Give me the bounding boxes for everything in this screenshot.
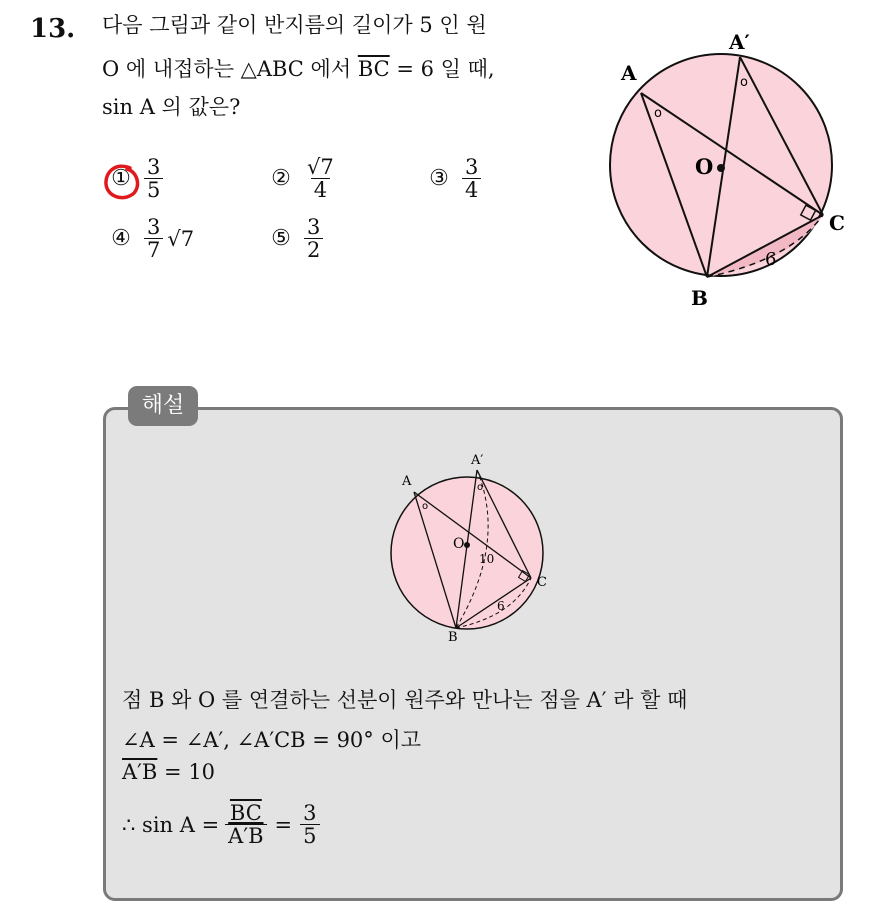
label-o: O <box>695 154 714 179</box>
label-o: O <box>453 536 465 552</box>
numerator: 3 <box>303 801 317 825</box>
denominator: 4 <box>462 178 481 201</box>
equals-sign: = <box>274 812 293 837</box>
choice-4[interactable] <box>108 216 194 261</box>
question-line-3: sin A 의 값은? <box>102 95 241 119</box>
label-length-6: 6 <box>497 599 505 613</box>
label-length-10: 10 <box>479 552 495 566</box>
choice-fraction <box>304 216 323 261</box>
choice-fraction <box>144 216 163 261</box>
numerator: √7 <box>307 155 334 179</box>
question-line-2-post: = 6 일 때, <box>389 57 495 81</box>
question-line-2-pre: O 에 내접하는 △ABC 에서 <box>102 57 358 81</box>
answer-circle-mark <box>100 160 144 204</box>
choice-number: ④ <box>111 225 131 251</box>
choice-5[interactable] <box>268 216 323 261</box>
solution-line-2: ∠A = ∠A′, ∠A′CB = 90° 이고 <box>122 728 422 752</box>
numerator: 3 <box>147 155 161 179</box>
choice-3[interactable] <box>426 156 481 201</box>
circle-diagram <box>595 22 855 312</box>
label-c: C <box>829 211 845 235</box>
numerator: 3 <box>465 155 479 179</box>
angle-mark-a-prime: o <box>740 75 748 90</box>
label-length-6: 6 <box>765 249 777 270</box>
choice-number: ⑤ <box>271 225 291 251</box>
label-a-prime: A′ <box>729 30 750 54</box>
circumcircle <box>391 477 543 629</box>
question-line-2 <box>102 54 495 84</box>
label-a-prime: A′ <box>471 453 484 468</box>
numerator: 3 <box>307 215 321 239</box>
angle-mark-a-prime: o <box>477 482 484 493</box>
denominator: 5 <box>300 824 319 847</box>
solution-line-4 <box>122 802 320 847</box>
choice-number: ② <box>271 165 291 191</box>
denominator: A′B <box>225 824 266 847</box>
solution-line-3 <box>122 760 215 784</box>
choice-suffix: √7 <box>167 226 195 251</box>
label-c: C <box>537 575 547 590</box>
denominator: 4 <box>311 178 330 201</box>
denominator: 7 <box>144 238 163 261</box>
center-point <box>464 542 470 548</box>
numerator: $\overline{BC}$ <box>229 801 262 825</box>
choice-number: ① <box>111 165 131 191</box>
angle-mark-a: o <box>422 501 429 512</box>
fraction-bc-over-a-prime-b <box>225 802 266 847</box>
choice-fraction <box>462 156 481 201</box>
fraction-result <box>300 802 319 847</box>
label-a: A <box>402 474 412 489</box>
numerator: 3 <box>147 215 161 239</box>
question-number: 13. <box>30 14 76 44</box>
segment-bc: $\overline{BC}$ <box>357 57 390 81</box>
choice-2[interactable] <box>268 156 337 201</box>
sin-a-prefix: ∴ sin A = <box>122 812 220 837</box>
label-b: B <box>448 630 458 643</box>
question-line-1: 다음 그림과 같이 반지름의 길이가 5 인 원 <box>102 13 487 37</box>
label-b: B <box>691 286 708 310</box>
label-a: A <box>621 61 637 85</box>
center-point <box>717 164 725 172</box>
segment-a-prime-b: A′B <box>122 760 158 784</box>
solution-line-3-post: = 10 <box>157 760 216 784</box>
solution-diagram <box>385 448 565 643</box>
denominator: 5 <box>144 178 163 201</box>
angle-mark-a: o <box>654 106 662 121</box>
choice-number: ③ <box>429 165 449 191</box>
solution-line-1: 점 B 와 O 를 연결하는 선분이 원주와 만나는 점을 A′ 라 할 때 <box>122 688 688 712</box>
denominator: 2 <box>304 238 323 261</box>
solution-tag: 해설 <box>128 386 198 426</box>
choice-fraction <box>304 156 337 201</box>
choice-fraction <box>144 156 163 201</box>
